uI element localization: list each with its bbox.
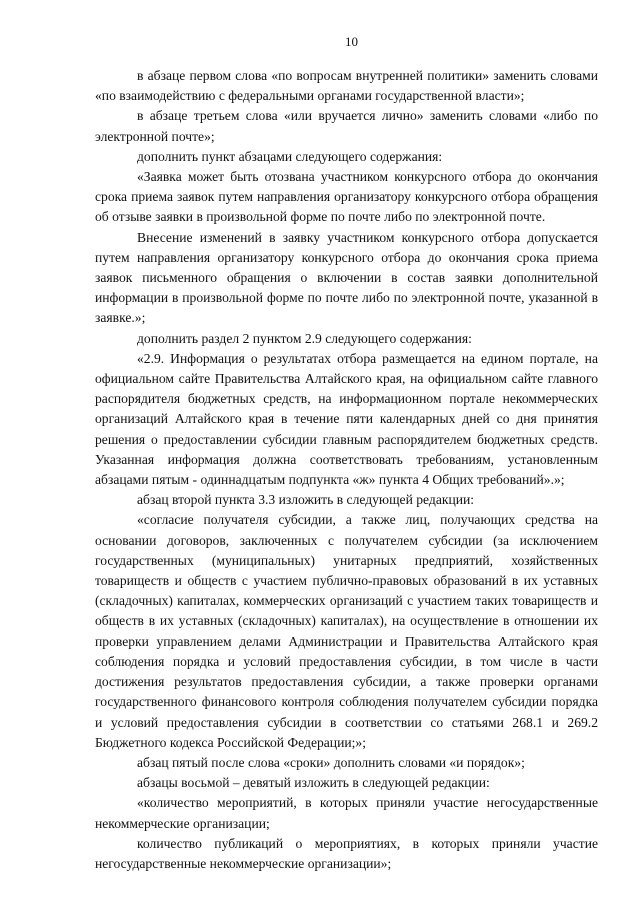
paragraph: «согласие получателя субсидии, а также лиц, получающих средства на основании договоров, заключенных с получателем субсидии (за исключением государственных (муниципальных) унитарных предприятий, хозяйственных товариществ и обществ с участием публично-правовых образований в их уставных (складочных) капиталах, коммерческих организаций с участием таких товариществ и обществ в их уставных (складочных) капиталах), на осуществление в отношении их проверки управлением делами Администрации и Правительства Алтайского края соблюдения порядка и условий предоставления субсидии, в том числе в части достижения результатов предоставления субсидии, а также проверки органами государственного финансового контроля соблюдения получателем субсидии порядка и условий предоставления субсидии в соответствии со статьями 268.1 и 269.2 Бюджетного кодекса Российской Федерации;»; <box>95 512 598 750</box>
paragraph: абзацы восьмой – девятый изложить в следующей редакции: <box>137 775 490 791</box>
paragraph: «количество мероприятий, в которых приняли участие негосударственные некоммерческие организации; <box>95 795 598 831</box>
paragraph: Внесение изменений в заявку участником конкурсного отбора допускается путем направления организатору конкурсного отбора до окончания срока приема заявок письменного обращения о включении в состав заявки дополнительной информации в произвольной форме по почте либо по электронной почте, указанной в заявке.»; <box>95 229 598 326</box>
page-number: 10 <box>345 34 358 49</box>
paragraph: «2.9. Информация о результатах отбора размещается на едином портале, на официальном сайте Правительства Алтайского края, на официальном сайте главного распорядителя бюджетных средств, на информационном портале некоммерческих организаций Алтайского края в течение пяти календарных дней со дня принятия решения о предоставлении субсидии главным распорядителем бюджетных средств. Указанная информация должна соответствовать требованиям, установленным абзацами пятым - одиннадцатым подпункта «ж» пункта 4 Общих требований».»; <box>95 350 598 488</box>
paragraph: в абзаце первом слова «по вопросам внутренней политики» заменить словами «по взаимодействию с федеральными органами государственной власти»; <box>95 68 598 104</box>
paragraph: дополнить пункт абзацами следующего содержания: <box>137 148 443 164</box>
paragraph: абзац пятый после слова «сроки» дополнить словами «и порядок»; <box>137 754 525 770</box>
paragraph: абзац второй пункта 3.3 изложить в следующей редакции: <box>137 492 475 508</box>
paragraph: «Заявка может быть отозвана участником конкурсного отбора до окончания срока приема заявок путем направления организатору конкурсного отбора обращения об отзыве заявки в произвольной форме по почте либо по электронной почте. <box>95 169 598 225</box>
paragraph: в абзаце третьем слова «или вручается лично» заменить словами «либо по электронной почте»; <box>95 108 598 144</box>
document-body <box>95 66 598 874</box>
paragraph: количество публикаций о мероприятиях, в которых приняли участие негосударственные некоммерческие организации»; <box>95 835 598 871</box>
paragraph: дополнить раздел 2 пунктом 2.9 следующего содержания: <box>137 330 472 346</box>
